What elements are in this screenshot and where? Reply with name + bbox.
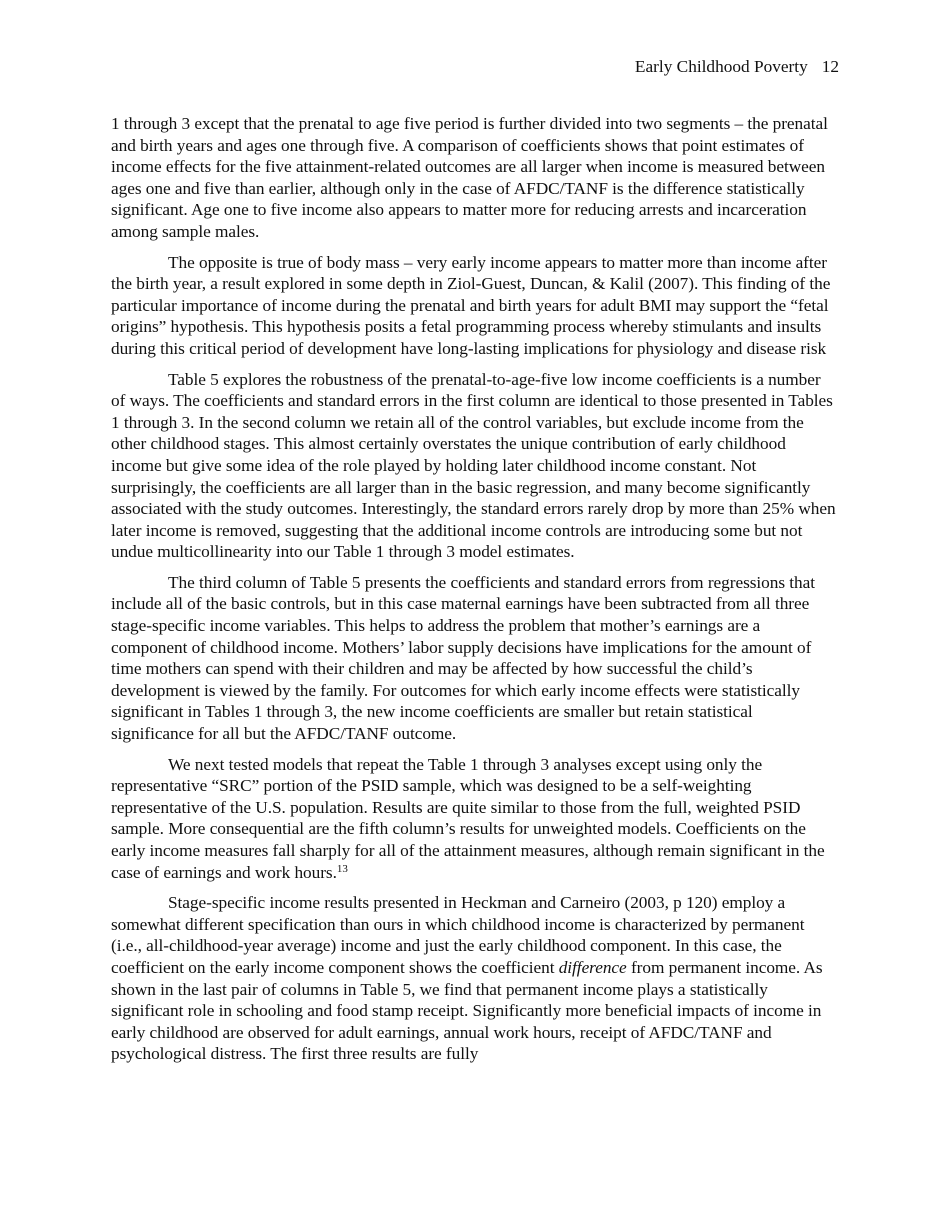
- paragraph-6: [111, 892, 839, 1065]
- body-text: [111, 113, 839, 1074]
- paragraph-6-text-b: from permanent income. As shown in the last pair of columns in Table 5, we find that permanent income plays a statistically significant role in schooling and food stamp receipt. Significantly more beneficial impacts of income in early childhood are observed for adult earnings, annual work hours, receipt of AFDC/TANF and psychological distress. The first three results are fully: [111, 957, 823, 1064]
- page-number: 12: [821, 57, 839, 76]
- paragraph-5-text: We next tested models that repeat the Table 1 through 3 analyses except using only the representative “SRC” portion of the PSID sample, which was designed to be a self-weighting representative of the U.S. population. Results are quite similar to those from the full, weighted PSID sample. More consequential are the fifth column’s results for unweighted models. Coefficients on the early income measures fall sharply for all of the attainment measures, although remain significant in the case of earnings and work hours.: [111, 754, 825, 882]
- paragraph-3: Table 5 explores the robustness of the prenatal-to-age-five low income coefficients is a number of ways. The coefficients and standard errors in the first column are identical to those presented in Tables 1 through 3. In the second column we retain all of the control variables, but exclude income from the other childhood stages. This almost certainly overstates the unique contribution of early childhood income but give some idea of the role played by holding later childhood income constant. Not surprisingly, the coefficients are all larger than in the basic regression, and many become significantly associated with the study outcomes. Interestingly, the standard errors rarely drop by more than 25% when later income is removed, suggesting that the additional income controls are introducing some but not undue multicollinearity into our Table 1 through 3 model estimates.: [111, 369, 836, 562]
- paragraph-6-text-a: Stage-specific income results presented in Heckman and Carneiro (2003, p 120) employ a somewhat different specification than ours in which childhood income is characterized by permanent (i.e., all-childhood-year average) income and just the early childhood component. In this case, the coefficient on the early income component shows the coefficient: [111, 893, 805, 977]
- paragraph-2: The opposite is true of body mass – very early income appears to matter more than income after the birth year, a result explored in some depth in Ziol-Guest, Duncan, & Kalil (2007). This finding of the particular importance of income during the prenatal and birth years for adult BMI may support the “fetal origins” hypothesis. This hypothesis posits a fetal programming process whereby stimulants and insults during this critical period of development have long-lasting implications for physiology and disease risk: [111, 252, 831, 358]
- emphasis-difference: difference: [558, 957, 627, 977]
- paragraph-4: The third column of Table 5 presents the coefficients and standard errors from regressions that include all of the basic controls, but in this case maternal earnings have been subtracted from all three stage-specific income variables. This helps to address the problem that mother’s earnings are a component of childhood income. Mothers’ labor supply decisions have implications for the amount of time mothers can spend with their children and may be affected by how successful the child’s development is viewed by the family. For outcomes for which early income effects were statistically significant in Tables 1 through 3, the new income coefficients are smaller but retain statistical significance for all but the AFDC/TANF outcome.: [111, 572, 816, 744]
- paragraph-1: 1 through 3 except that the prenatal to age five period is further divided into two segments – the prenatal and birth years and ages one through five. A comparison of coefficients shows that point estimates of income effects for the five attainment-related outcomes are all larger when income is measured between ages one and five than earlier, although only in the case of AFDC/TANF is the difference statistically significant. Age one to five income also appears to matter more for reducing arrests and incarceration among sample males.: [111, 114, 828, 241]
- paragraph-5: [111, 754, 839, 884]
- footnote-ref-13[interactable]: 13: [336, 862, 348, 875]
- running-header: [635, 56, 839, 78]
- running-title: Early Childhood Poverty: [634, 57, 808, 76]
